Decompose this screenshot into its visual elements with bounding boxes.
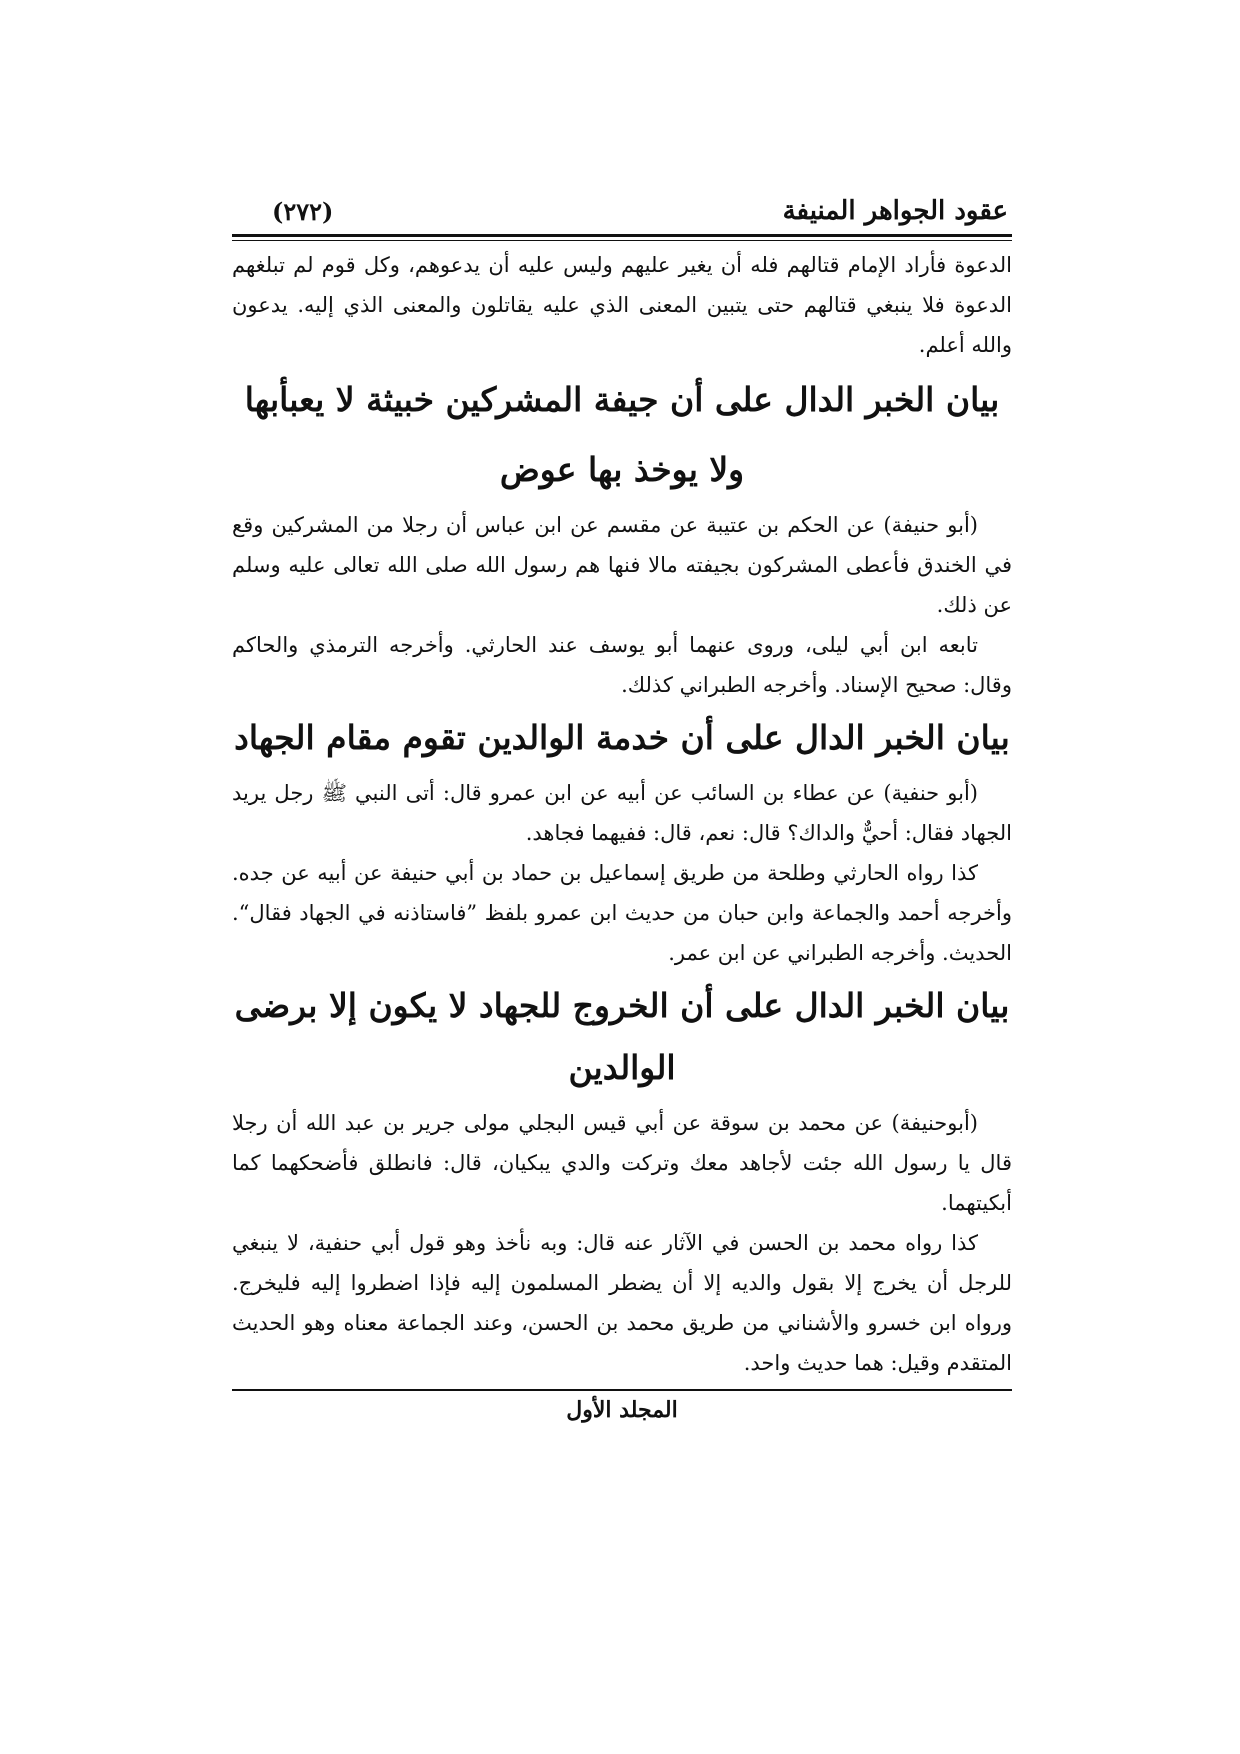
book-page [232, 180, 1012, 1580]
header-rule [232, 234, 1012, 243]
paragraph: تابعه ابن أبي ليلى، وروى عنهما أبو يوسف عند الحارثي. وأخرجه الترمذي والحاكم وقال: صحيح الإسناد. وأخرجه الطبراني كذلك. [232, 633, 1012, 697]
section-heading: بيان الخبر الدال على أن جيفة المشركين خبيثة لا يعبأبها ولا يوخذ بها عوض [244, 380, 1000, 489]
volume-label: المجلد الأول [566, 1397, 678, 1423]
page-body [232, 245, 1012, 1383]
paragraph: الدعوة فأراد الإمام قتالهم فله أن يغير عليهم وليس عليه أن يدعوهم، وكل قوم لم تبلغهم الدعوة فلا ينبغي قتالهم حتى يتبين المعنى الذي عليه يقاتلون والمعنى الذي إليه. يدعون والله أعلم. [232, 253, 1012, 357]
footer-rule [232, 1389, 1012, 1391]
paragraph: (أبوحنيفة) عن محمد بن سوقة عن أبي قيس البجلي مولى جرير بن عبد الله أن رجلا قال يا رسول الله جئت لأجاهد معك وتركت والدي يبكيان، قال: فانطلق فأضحكهما كما أبكيتهما. [232, 1111, 1012, 1215]
paragraph: (أبو حنيفة) عن الحكم بن عتيبة عن مقسم عن ابن عباس أن رجلا من المشركين وقع في الخندق فأعطى المشركون بجيفته مالا فنها هم رسول الله صلى الله تعالى عليه وسلم عن ذلك. [232, 513, 1012, 617]
page-header [232, 180, 1012, 226]
page-number: (٢٧٢) [272, 197, 334, 226]
paragraph: كذا رواه محمد بن الحسن في الآثار عنه قال: وبه نأخذ وهو قول أبي حنفية، لا ينبغي للرجل أن يخرج إلا بقول والديه إلا أن يضطر المسلمون إليه فإذا اضطروا إليه فليخرج. ورواه ابن خسرو والأشناني من طريق محمد بن الحسن، وعند الجماعة معناه وهو الحديث المتقدم وقيل: هما حديث واحد. [232, 1231, 1012, 1375]
section-heading: بيان الخبر الدال على أن الخروج للجهاد لا يكون إلا برضى الوالدين [234, 986, 1010, 1087]
book-title: عقود الجواهر المنيفة [782, 196, 1008, 226]
paragraph: كذا رواه الحارثي وطلحة من طريق إسماعيل بن حماد بن أبي حنيفة عن أبيه عن جده. وأخرجه أحمد والجماعة وابن حبان من حديث ابن عمرو بلفظ ”فاستاذنه في الجهاد فقال“. الحديث. وأخرجه الطبراني عن ابن عمر. [232, 861, 1012, 965]
section-heading: بيان الخبر الدال على أن خدمة الوالدين تقوم مقام الجهاد [234, 718, 1010, 757]
paragraph: (أبو حنفية) عن عطاء بن السائب عن أبيه عن ابن عمرو قال: أتى النبي ﷺ رجل يريد الجهاد فقال: أحيٌّ والداك؟ قال: نعم، قال: ففيهما فجاهد. [232, 781, 1012, 845]
